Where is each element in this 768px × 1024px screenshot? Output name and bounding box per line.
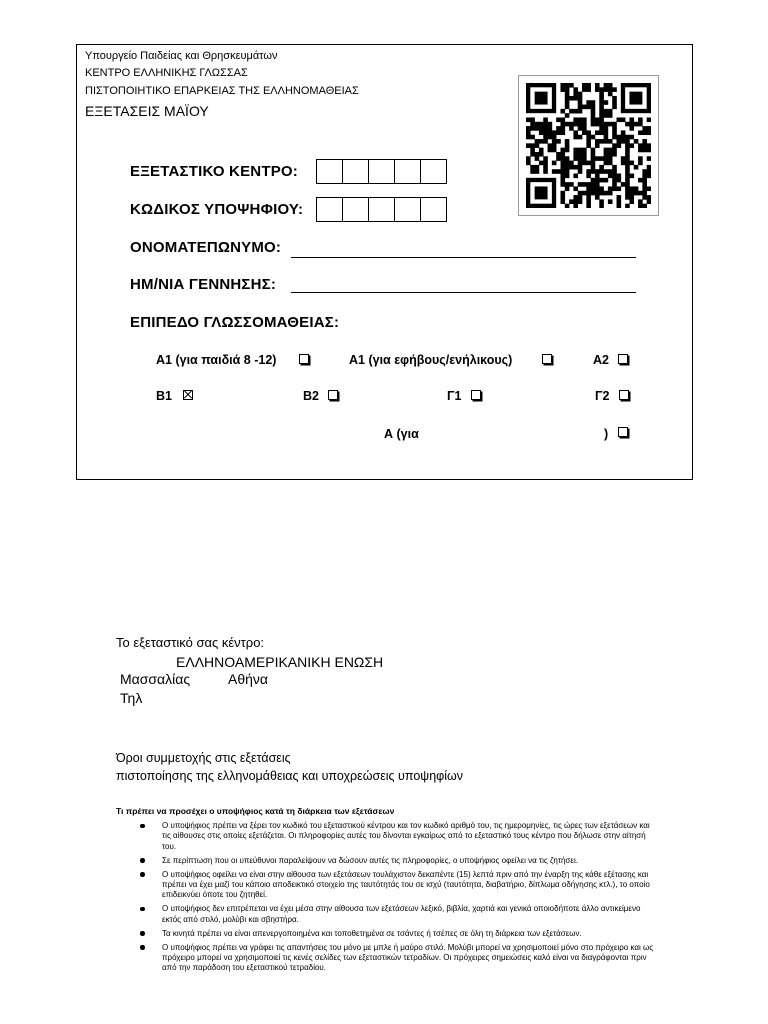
level-a1-children-label: Α1 (για παιδιά 8 -12) — [156, 353, 277, 367]
candidate-code-boxes[interactable] — [317, 197, 447, 222]
level-b1-checkbox[interactable] — [183, 390, 193, 400]
code-digit-box[interactable] — [394, 159, 421, 184]
code-digit-box[interactable] — [368, 197, 395, 222]
level-c2-checkbox[interactable] — [619, 390, 629, 400]
code-digit-box[interactable] — [316, 197, 343, 222]
level-a2-label: Α2 — [593, 353, 609, 367]
exam-center-name: ΕΛΛΗΝΟΑΜΕΡΙΚΑΝΙΚΗ ΕΝΩΣΗ — [176, 654, 384, 670]
level-b2-checkbox[interactable] — [328, 390, 338, 400]
code-digit-box[interactable] — [342, 197, 369, 222]
exam-center-street: Μασσαλίας — [120, 671, 191, 687]
bullet-icon — [140, 858, 145, 863]
exam-center-phone-label: Τηλ — [120, 690, 143, 706]
ministry-name: Υπουργείο Παιδείας και Θρησκευμάτων — [85, 50, 278, 62]
exam-center-intro: Το εξεταστικό σας κέντρο: — [116, 635, 265, 650]
code-digit-box[interactable] — [420, 197, 447, 222]
level-a1-adults-checkbox[interactable] — [542, 354, 552, 364]
qr-code — [518, 75, 659, 216]
exam-center-code-boxes[interactable] — [317, 159, 447, 184]
list-item: Ο υποψήφιος πρέπει να ξέρει τον κωδικό του εξεταστικού κέντρου και τον κωδικό αριθμό του, τις ημερομηνίες, τις ώρες των εξετάσεων και τις αίθουσες στις οποίες εξετάζεται. Οι πληροφορίες αυτές του δίνονται εγκαίρως από το εξεταστικό τους κέντρο που δήλωσε στην αίτησή του. — [140, 821, 655, 852]
level-a-special-close: ) — [604, 427, 609, 441]
exam-session: ΕΞΕΤΑΣΕΙΣ ΜΑΪΟΥ — [85, 103, 209, 119]
level-c1-checkbox[interactable] — [471, 390, 481, 400]
bullet-icon — [140, 907, 145, 912]
level-a2-checkbox[interactable] — [618, 354, 628, 364]
exam-center-city: Αθήνα — [228, 671, 269, 687]
birth-date-line[interactable] — [291, 292, 636, 293]
code-digit-box[interactable] — [420, 159, 447, 184]
bullet-icon — [140, 945, 145, 950]
level-label: ΕΠΙΠΕΔΟ ΓΛΩΣΣΟΜΑΘΕΙΑΣ: — [130, 314, 340, 331]
level-a-special-checkbox[interactable] — [618, 427, 628, 437]
list-item: Ο υποψήφιος δεν επιτρέπεται να έχει μέσα στην αίθουσα των εξετάσεων λεξικό, βιβλία, χαρτιά και γενικά οποιοδήποτε άλλο αντικείμενο εκτός από στιλό, μολύβι και σβηστήρα. — [140, 904, 655, 925]
full-name-label: ΟΝΟΜΑΤΕΠΩΝΥΜΟ: — [130, 239, 282, 256]
level-c1-label: Γ1 — [447, 389, 462, 403]
list-item: Ο υποψήφιος πρέπει να γράφει τις απαντήσεις του μόνο με μπλε ή μαύρο στιλό. Μολύβι μπορεί να χρησιμοποιεί μόνο στο πρόχειρο και ως πρόχειρο μπορεί να χρησιμοποιεί τις κενές σελίδες των εξεταστικών τετραδίων. Οι πρόχειρες σημειώσεις καλό είναι να διαγράφονται πριν από την παράδοση του εξεταστικού τετραδίου. — [140, 943, 655, 974]
certificate-name: ΠΙΣΤΟΠΟΙΗΤΙΚΟ ΕΠΑΡΚΕΙΑΣ ΤΗΣ ΕΛΛΗΝΟΜΑΘΕΙΑΣ — [85, 85, 359, 97]
terms-title-line2: πιστοποίησης της ελληνομάθειας και υποχρεώσεις υποψηφίων — [116, 769, 464, 783]
list-item: Σε περίπτωση που οι υπεύθυνοι παραλείψουν να δώσουν αυτές τις πληροφορίες, ο υποψήφιος οφείλει να τις ζητήσει. — [140, 856, 655, 866]
level-c2-label: Γ2 — [595, 389, 610, 403]
qr-code-icon — [526, 83, 651, 208]
code-digit-box[interactable] — [316, 159, 343, 184]
bullet-icon — [140, 872, 145, 877]
code-digit-box[interactable] — [368, 159, 395, 184]
rules-list — [140, 821, 655, 977]
bullet-icon — [140, 931, 145, 936]
center-name: ΚΕΝΤΡΟ ΕΛΛΗΝΙΚΗΣ ΓΛΩΣΣΑΣ — [85, 67, 248, 79]
exam-center-label: ΕΞΕΤΑΣΤΙΚΟ ΚΕΝΤΡΟ: — [130, 163, 298, 180]
level-a-special-label: Α (για — [384, 427, 419, 441]
code-digit-box[interactable] — [342, 159, 369, 184]
code-digit-box[interactable] — [394, 197, 421, 222]
list-item: Τα κινητά πρέπει να είναι απενεργοποιημένα και τοποθετημένα σε τσάντες ή τσέπες σε όλη τη διάρκεια των εξετάσεων. — [140, 929, 655, 939]
candidate-code-label: ΚΩΔΙΚΟΣ ΥΠΟΨΗΦΙΟΥ: — [130, 201, 304, 218]
answer-sheet-header-card — [76, 44, 693, 480]
full-name-line[interactable] — [291, 257, 636, 258]
level-b1-label: Β1 — [156, 389, 172, 403]
bullet-icon — [140, 824, 145, 829]
level-b2-label: Β2 — [303, 389, 319, 403]
terms-title-line1: Όροι συμμετοχής στις εξετάσεις — [116, 751, 291, 765]
level-a1-children-checkbox[interactable] — [299, 354, 309, 364]
birth-date-label: ΗΜ/ΝΙΑ ΓΕΝΝΗΣΗΣ: — [130, 276, 277, 293]
list-item: Ο υποψήφιος οφείλει να είναι στην αίθουσα των εξετάσεων τουλάχιστον δεκαπέντε (15) λεπτά πριν από την έναρξη της κάθε εξέτασης και πρέπει να έχει μαζί του κάποιο αποδεικτικό στοιχείο της ταυτότητάς του σε ισχύ (ταυτότητα, διαβατήριο, δίπλωμα οδήγησης κτλ.), το οποίο επιδεικνύει όποτε του ζητηθεί. — [140, 870, 655, 901]
level-a1-adults-label: Α1 (για εφήβους/ενήλικους) — [349, 353, 513, 367]
section-title: Τι πρέπει να προσέχει ο υποψήφιος κατά τη διάρκεια των εξετάσεων — [116, 806, 395, 816]
